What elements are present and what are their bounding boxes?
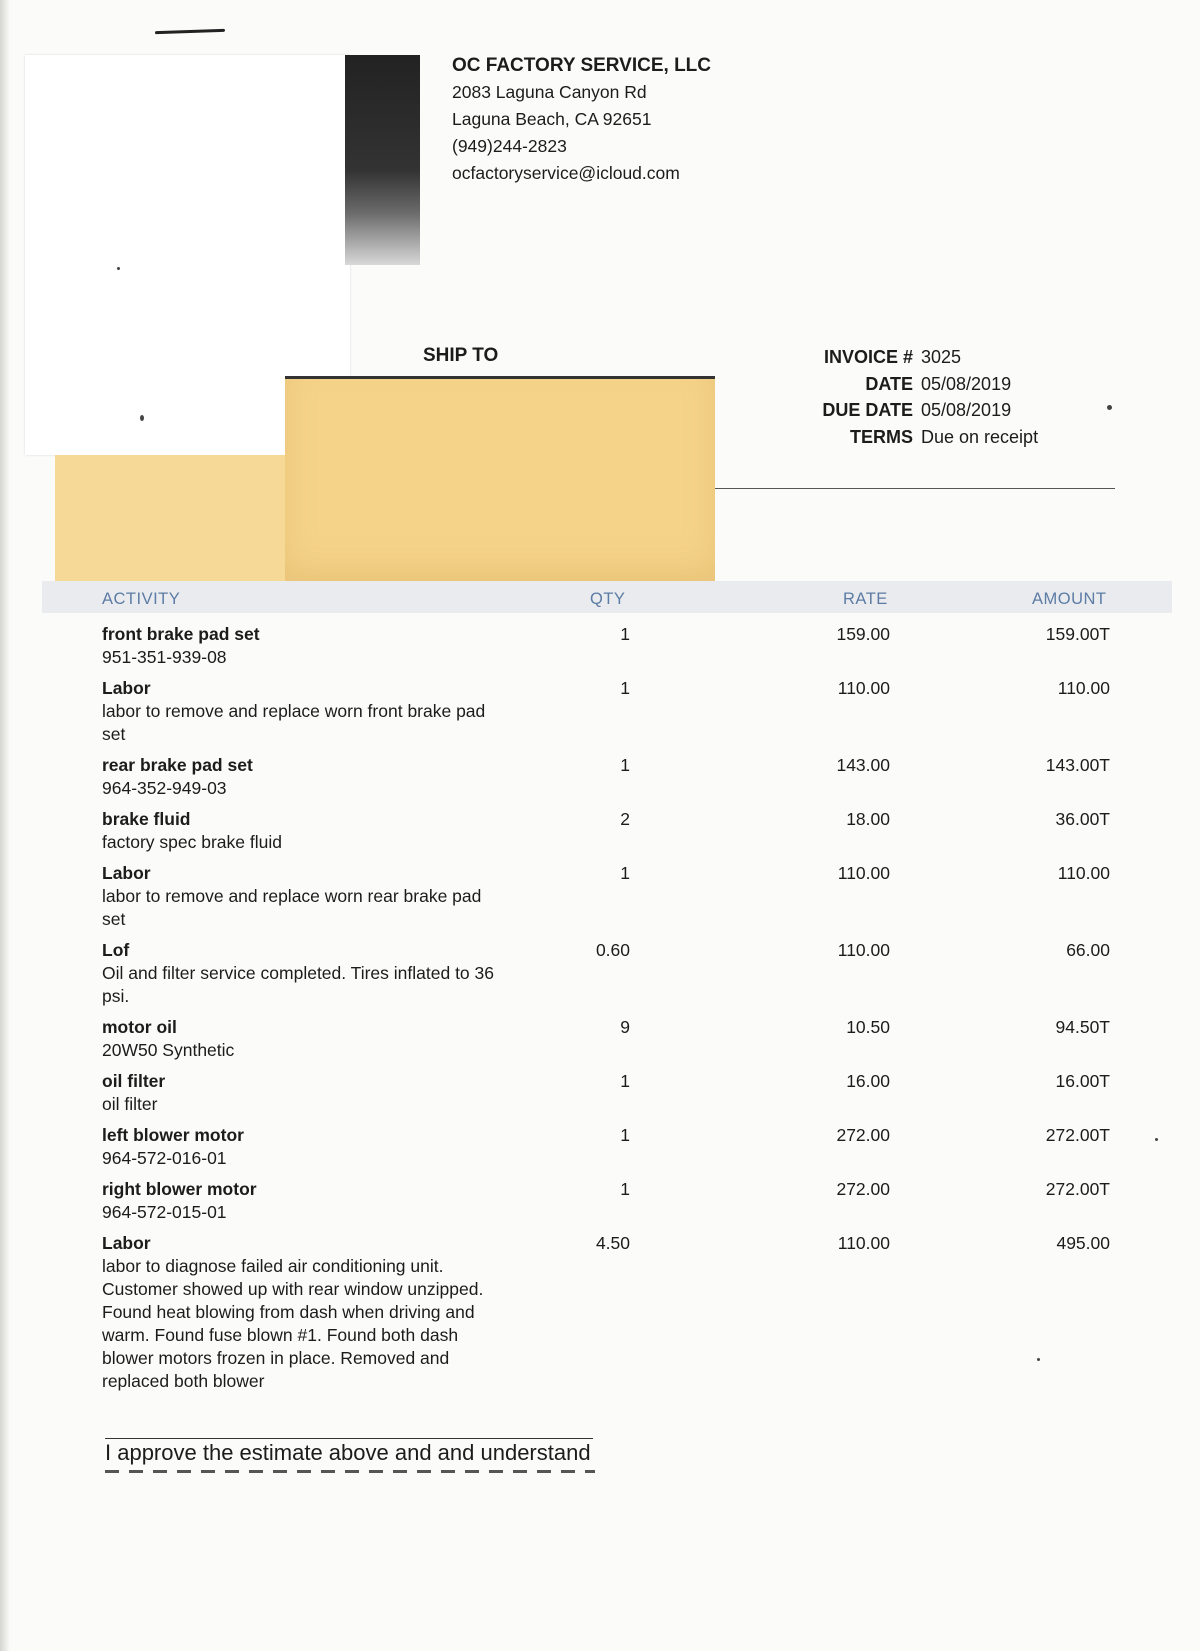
- activity-desc: 951-351-939-08: [102, 647, 227, 667]
- rate-cell: 110.00: [837, 863, 890, 883]
- amount-cell: 36.00T: [1055, 809, 1110, 829]
- activity-desc: oil filter: [102, 1094, 158, 1114]
- activity-name: left blower motor: [102, 1125, 244, 1145]
- header-rate: RATE: [843, 590, 888, 608]
- qty-cell: 1: [620, 1125, 630, 1145]
- invoice-number-row: [745, 344, 1038, 371]
- company-address-line1: 2083 Laguna Canyon Rd: [452, 82, 647, 102]
- activity-desc: 964-572-016-01: [102, 1148, 227, 1168]
- amount-cell: 159.00T: [1045, 624, 1110, 644]
- rate-cell: 159.00: [836, 624, 890, 644]
- redaction-sticky-note: [55, 455, 305, 590]
- amount-cell: 272.00T: [1045, 1179, 1110, 1199]
- qty-cell: 1: [620, 755, 630, 775]
- activity-cell: [102, 1178, 502, 1224]
- invoice-number: 3025: [921, 347, 962, 367]
- invoice-due-row: [745, 397, 1038, 424]
- invoice-due: 05/08/2019: [921, 400, 1012, 420]
- invoice-terms-label: TERMS: [850, 426, 913, 447]
- activity-name: rear brake pad set: [102, 755, 253, 775]
- activity-name: brake fluid: [102, 809, 191, 829]
- qty-cell: 4.50: [595, 1233, 630, 1253]
- activity-cell: [102, 808, 502, 854]
- rate-cell: 18.00: [846, 809, 890, 829]
- company-name: OC FACTORY SERVICE, LLC: [452, 55, 712, 76]
- activity-name: right blower motor: [102, 1179, 257, 1199]
- amount-cell: 16.00T: [1055, 1071, 1110, 1091]
- activity-cell: [102, 862, 502, 931]
- logo-image: [345, 55, 420, 265]
- ship-to-label: SHIP TO: [423, 345, 499, 366]
- scan-speck: [140, 415, 144, 421]
- scan-speck: [117, 267, 120, 270]
- company-address-line2: Laguna Beach, CA 92651: [452, 109, 652, 129]
- amount-cell: 143.00T: [1045, 755, 1110, 775]
- header-amount: AMOUNT: [1032, 590, 1107, 608]
- activity-desc: labor to remove and replace worn front brake pad set: [102, 701, 486, 744]
- activity-cell: [102, 939, 502, 1008]
- rate-cell: 110.00: [837, 678, 890, 698]
- scan-speck: [1037, 1358, 1040, 1361]
- activity-name: motor oil: [102, 1017, 177, 1037]
- activity-name: front brake pad set: [102, 624, 260, 644]
- amount-cell: 66.00: [1066, 940, 1110, 960]
- activity-name: Lof: [102, 940, 130, 960]
- divider: [715, 488, 1115, 489]
- company-phone: (949)244-2823: [452, 136, 567, 156]
- amount-cell: 110.00: [1057, 678, 1110, 698]
- activity-cell: [102, 1016, 502, 1062]
- company-block: [452, 52, 711, 187]
- amount-cell: 272.00T: [1045, 1125, 1110, 1145]
- activity-cell: [102, 677, 502, 746]
- qty-cell: 1: [620, 1179, 630, 1199]
- amount-cell: 110.00: [1057, 863, 1110, 883]
- activity-cell: [102, 1124, 502, 1170]
- activity-desc: labor to remove and replace worn rear brake pad set: [102, 886, 482, 929]
- activity-desc: 20W50 Synthetic: [102, 1040, 235, 1060]
- activity-desc: 964-352-949-03: [102, 778, 227, 798]
- activity-desc: 964-572-015-01: [102, 1202, 227, 1222]
- rate-cell: 110.00: [837, 1233, 890, 1253]
- invoice-terms-row: [745, 424, 1038, 451]
- approval-text: I approve the estimate above and and understand: [105, 1440, 591, 1465]
- scan-speck: [1107, 405, 1112, 410]
- qty-cell: 2: [620, 809, 630, 829]
- activity-cell: [102, 1232, 492, 1393]
- invoice-date-label: DATE: [865, 373, 913, 394]
- qty-cell: 1: [620, 624, 630, 644]
- redaction-sticky-note-main: [285, 378, 715, 590]
- invoice-date: 05/08/2019: [921, 373, 1012, 394]
- invoice-details: [745, 344, 1038, 450]
- invoice-number-label: INVOICE #: [823, 347, 913, 367]
- rate-cell: 143.00: [836, 755, 890, 775]
- qty-cell: 1: [620, 1071, 630, 1091]
- activity-cell: [102, 1070, 502, 1116]
- rate-cell: 110.00: [837, 940, 890, 960]
- amount-cell: 94.50T: [1055, 1017, 1110, 1037]
- activity-cell: [102, 754, 502, 800]
- header-qty: QTY: [590, 590, 626, 608]
- activity-desc: factory spec brake fluid: [102, 832, 282, 852]
- activity-name: Labor: [102, 678, 151, 698]
- rate-cell: 272.00: [836, 1179, 890, 1199]
- invoice-date-row: [745, 371, 1038, 398]
- cut-off-text-line: [105, 1468, 595, 1476]
- qty-cell: 0.60: [595, 940, 630, 960]
- signature-line: [105, 1438, 593, 1439]
- qty-cell: 1: [620, 678, 630, 698]
- rate-cell: 272.00: [836, 1125, 890, 1145]
- qty-cell: 9: [620, 1017, 630, 1037]
- rate-cell: 16.00: [846, 1071, 890, 1091]
- scan-edge: [0, 0, 10, 1651]
- qty-cell: 1: [620, 863, 630, 883]
- company-email: ocfactoryservice@icloud.com: [452, 163, 680, 183]
- activity-name: oil filter: [102, 1071, 166, 1091]
- activity-cell: [102, 623, 502, 669]
- activity-desc: Oil and filter service completed. Tires inflated to 36 psi.: [102, 963, 494, 1006]
- invoice-terms: Due on receipt: [921, 426, 1039, 447]
- header-activity: ACTIVITY: [102, 590, 181, 608]
- activity-name: Labor: [102, 863, 151, 883]
- rate-cell: 10.50: [846, 1017, 890, 1037]
- activity-desc: labor to diagnose failed air conditioning unit. Customer showed up with rear window unzipped. Found heat blowing from dash when driving and warm. Found fuse blown #1. Found both dash blower motors frozen in place. Removed and replaced both blower: [102, 1256, 484, 1391]
- amount-cell: 495.00: [1056, 1233, 1110, 1253]
- activity-name: Labor: [102, 1233, 151, 1253]
- pen-mark: [155, 29, 225, 34]
- invoice-due-label: DUE DATE: [822, 400, 913, 420]
- sticky-note-edge: [285, 376, 715, 379]
- scan-speck: [1155, 1138, 1158, 1141]
